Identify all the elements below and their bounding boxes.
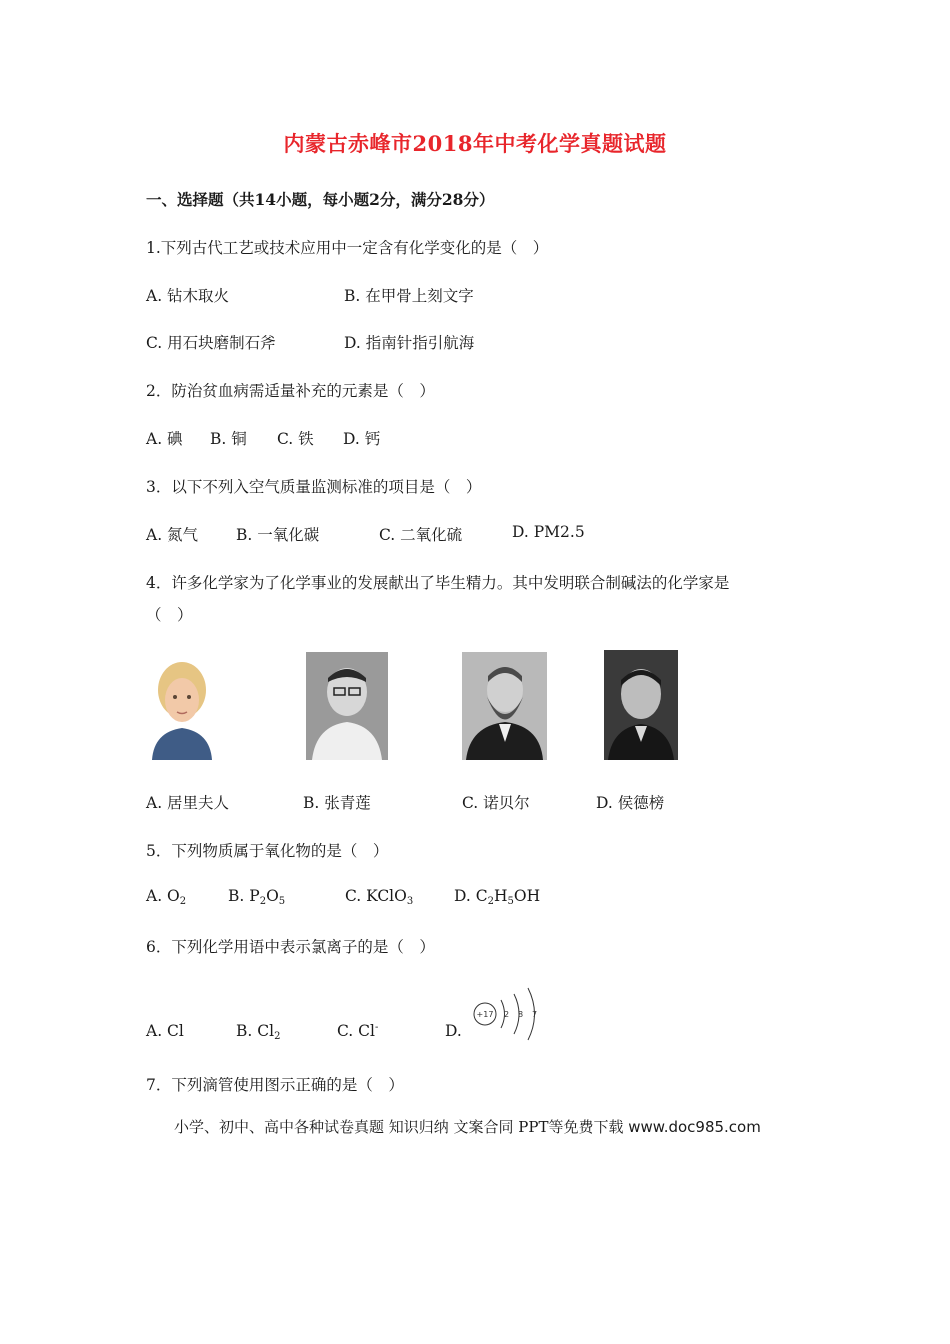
q4-option-d: D. 侯德榜 <box>596 794 665 812</box>
shell-3-label: 7 <box>532 1010 538 1019</box>
q5-option-a: A. $O_2$ <box>146 887 187 907</box>
q4-option-b: B. 张青莲 <box>303 794 371 812</box>
portrait-hou-debang-image <box>604 650 678 760</box>
question-2-stem: 2．防治贫血病需适量补充的元素是（ ） <box>146 382 435 400</box>
q2-option-b: B. 铜 <box>210 430 247 448</box>
q4-option-a: A. 居里夫人 <box>146 794 230 812</box>
shell-1-label: 2 <box>504 1010 510 1019</box>
document-title: 内蒙古赤峰市2018年中考化学真题试题 <box>283 131 667 156</box>
q3-option-b: B. 一氧化碳 <box>236 526 320 544</box>
question-4-stem: 4．许多化学家为了化学事业的发展献出了毕生精力。其中发明联合制碱法的化学家是 <box>146 574 730 592</box>
footer-advert: 小学、初中、高中各种试卷真题 知识归纳 文案合同 PPT等免费下载 www.doc985.com <box>174 1118 761 1136</box>
question-1-stem: 1.下列古代工艺或技术应用中一定含有化学变化的是（ ） <box>146 239 549 257</box>
q1-option-d: D. 指南针指引航海 <box>344 334 475 352</box>
q1-option-b: B. 在甲骨上刻文字 <box>344 287 474 305</box>
portrait-curie-image <box>142 650 222 760</box>
q5-option-d: D. $C_2H_5OH$ <box>454 887 541 907</box>
q5-option-c: C. KClO$_3$ <box>345 887 414 907</box>
q3-option-d: D. PM2.5 <box>512 523 585 541</box>
q6-option-d: D. <box>445 1022 462 1040</box>
question-5-stem: 5．下列物质属于氧化物的是（ ） <box>146 842 389 860</box>
question-4-stem-cont: （ ） <box>146 606 193 624</box>
q2-option-a: A. 碘 <box>146 430 183 448</box>
q2-option-c: C. 铁 <box>277 430 314 448</box>
q2-option-d: D. 钙 <box>343 430 381 448</box>
section-heading: 一、选择题（共14小题，每小题2分，满分28分） <box>146 190 495 209</box>
atom-structure-diagram <box>470 986 546 1044</box>
footer-url[interactable]: www.doc985.com <box>628 1118 761 1136</box>
portrait-zhang-qinglian-image <box>306 652 388 760</box>
question-7-stem: 7．下列滴管使用图示正确的是（ ） <box>146 1076 404 1094</box>
portrait-nobel-image <box>462 652 547 760</box>
question-3-stem: 3．以下不列入空气质量监测标准的项目是（ ） <box>146 478 482 496</box>
q6-option-b: B. $Cl_2$ <box>236 1022 281 1042</box>
nucleus-label: +17 <box>476 1010 494 1019</box>
q6-option-c: C. Cl- <box>337 1022 379 1040</box>
q3-option-c: C. 二氧化硫 <box>379 526 463 544</box>
q6-option-a: A. Cl <box>146 1022 184 1040</box>
q1-option-a: A. 钻木取火 <box>146 287 230 305</box>
q3-option-a: A. 氮气 <box>146 526 199 544</box>
shell-2-label: 8 <box>518 1010 524 1019</box>
q4-option-c: C. 诺贝尔 <box>462 794 530 812</box>
question-6-stem: 6．下列化学用语中表示氯离子的是（ ） <box>146 938 435 956</box>
q1-option-c: C. 用石块磨制石斧 <box>146 334 276 352</box>
q5-option-b: B. $P_2O_5$ <box>228 887 286 907</box>
